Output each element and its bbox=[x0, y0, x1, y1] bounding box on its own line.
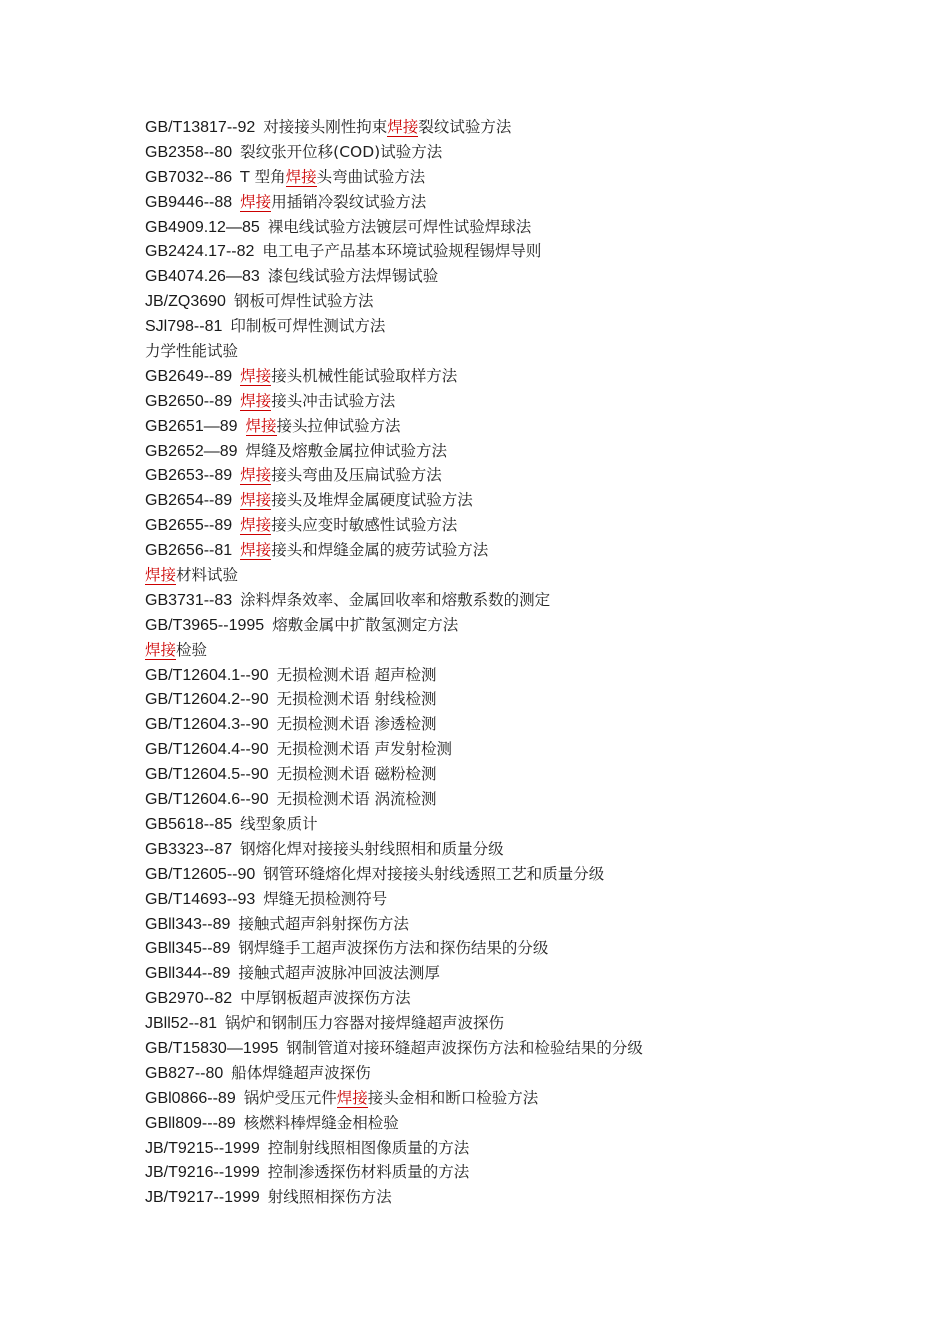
standard-entry bbox=[145, 414, 905, 439]
standard-entry bbox=[145, 1111, 905, 1136]
standard-title-text: 无损检测术语 磁粉检测 bbox=[276, 765, 437, 784]
standard-code: GB/T12604.3--90 bbox=[145, 716, 269, 734]
standard-title-text: 无损检测术语 超声检测 bbox=[276, 665, 437, 684]
standard-title-text: 涂料焊条效率、金属回收率和熔敷系数的测定 bbox=[240, 590, 551, 609]
standard-title-text: 对接接头刚性拘束 bbox=[263, 118, 388, 136]
standard-code: GBll344--89 bbox=[145, 965, 231, 983]
standard-code: GB/T12604.2--90 bbox=[145, 691, 269, 709]
highlighted-keyword: 焊接 bbox=[240, 541, 272, 560]
standard-code: GBll345--89 bbox=[145, 940, 231, 958]
standard-title-text: 裂纹试验方法 bbox=[418, 118, 512, 136]
standard-title-text: 头弯曲试验方法 bbox=[316, 167, 426, 186]
standard-code: GB2652—89 bbox=[145, 442, 238, 460]
standard-code: GB/T12604.1--90 bbox=[145, 666, 269, 684]
standard-entry bbox=[145, 1160, 905, 1185]
standard-title-text: 熔敷金属中扩散氢测定方法 bbox=[272, 615, 459, 634]
standard-entry bbox=[145, 663, 905, 688]
standards-list bbox=[145, 115, 905, 1210]
standard-entry bbox=[145, 961, 905, 986]
standard-code: GB/T13817--92 bbox=[145, 119, 256, 136]
standard-title-text: 焊缝及熔敷金属拉伸试验方法 bbox=[245, 441, 448, 460]
section-heading bbox=[145, 563, 905, 588]
standard-entry bbox=[145, 1086, 905, 1111]
standard-title-text: 接头弯曲及压扁试验方法 bbox=[271, 466, 442, 485]
standard-entry bbox=[145, 538, 905, 563]
standard-title-text: 材料试验 bbox=[176, 566, 239, 585]
standard-entry bbox=[145, 712, 905, 737]
standard-code: GB5618--85 bbox=[145, 815, 233, 833]
standard-title-text: 无损检测术语 涡流检测 bbox=[276, 790, 437, 809]
standard-entry bbox=[145, 115, 905, 140]
standard-title-text: 无损检测术语 射线检测 bbox=[276, 690, 437, 709]
standard-code: JB/T9216--1999 bbox=[145, 1164, 260, 1182]
standard-entry bbox=[145, 439, 905, 464]
standard-title-text: 漆包线试验方法焊锡试验 bbox=[267, 267, 439, 286]
standard-title-text: 接触式超声波脉冲回波法测厚 bbox=[238, 964, 440, 983]
standard-title-text: 裂纹张开位移(COD)试验方法 bbox=[240, 142, 443, 161]
standard-entry bbox=[145, 787, 905, 812]
standard-entry bbox=[145, 613, 905, 638]
standard-code: GBll343--89 bbox=[145, 915, 231, 933]
standard-entry bbox=[145, 588, 905, 613]
standard-entry bbox=[145, 264, 905, 289]
standard-code: GB2424.17--82 bbox=[145, 243, 255, 261]
standard-title-text: 裸电线试验方法镀层可焊性试验焊球法 bbox=[267, 217, 532, 236]
standard-entry bbox=[145, 190, 905, 215]
standard-title-text: 中厚钢板超声波探伤方法 bbox=[240, 989, 411, 1008]
highlighted-keyword: 焊接 bbox=[240, 366, 272, 385]
standard-code: JB/ZQ3690 bbox=[145, 293, 226, 311]
standard-title-text: 线型象质计 bbox=[240, 814, 318, 833]
standard-entry bbox=[145, 215, 905, 240]
standard-code: SJl798--81 bbox=[145, 318, 223, 336]
standard-code: GB3323--87 bbox=[145, 840, 233, 858]
standard-entry bbox=[145, 812, 905, 837]
standard-code: GB/T12604.6--90 bbox=[145, 791, 269, 809]
standard-title-text: 检验 bbox=[176, 640, 208, 659]
standard-title-text: 接头拉伸试验方法 bbox=[276, 416, 401, 435]
standard-code: GB2655--89 bbox=[145, 517, 233, 535]
standard-code: GB4909.12—85 bbox=[145, 218, 260, 236]
highlighted-keyword: 焊接 bbox=[240, 491, 272, 510]
standard-title-text: 钢熔化焊对接接头射线照相和质量分级 bbox=[240, 839, 504, 858]
standard-code: GB2653--89 bbox=[145, 467, 233, 485]
highlighted-keyword: 焊接 bbox=[145, 566, 177, 585]
standard-code: GB2970--82 bbox=[145, 990, 233, 1008]
highlighted-keyword: 焊接 bbox=[285, 167, 317, 186]
standard-title-text: 无损检测术语 渗透检测 bbox=[276, 715, 437, 734]
standard-entry bbox=[145, 488, 905, 513]
highlighted-keyword: 焊接 bbox=[145, 640, 177, 659]
section-heading bbox=[145, 339, 905, 364]
standard-title-text: 力学性能试验 bbox=[145, 342, 239, 361]
standard-title-text: 钢制管道对接环缝超声波探伤方法和检验结果的分级 bbox=[286, 1038, 643, 1057]
standard-entry bbox=[145, 140, 905, 165]
highlighted-keyword: 焊接 bbox=[245, 416, 277, 435]
standard-entry bbox=[145, 1136, 905, 1161]
standard-title-text: 接头金相和断口检验方法 bbox=[367, 1088, 539, 1107]
standard-title-text: T 型角 bbox=[240, 167, 286, 186]
standard-code: GB2656--81 bbox=[145, 542, 233, 560]
standard-title-text: 焊缝无损检测符号 bbox=[263, 889, 388, 908]
standard-code: GB2651—89 bbox=[145, 417, 238, 435]
standard-code: JB/T9215--1999 bbox=[145, 1139, 260, 1157]
standard-entry bbox=[145, 986, 905, 1011]
standard-entry bbox=[145, 1061, 905, 1086]
standard-code: GB2654--89 bbox=[145, 492, 233, 510]
highlighted-keyword: 焊接 bbox=[240, 466, 272, 485]
standard-code: GB4074.26—83 bbox=[145, 268, 260, 286]
standard-title-text: 电工电子产品基本环境试验规程锡焊导则 bbox=[262, 242, 542, 261]
standard-code: GB9446--88 bbox=[145, 193, 233, 211]
standard-code: GB/T15830—1995 bbox=[145, 1039, 279, 1057]
standard-title-text: 钢板可焊性试验方法 bbox=[233, 292, 374, 311]
standard-title-text: 射线照相探伤方法 bbox=[267, 1188, 392, 1207]
standard-entry bbox=[145, 513, 905, 538]
standard-code: GB/T12604.4--90 bbox=[145, 741, 269, 759]
standard-title-text: 接头及堆焊金属硬度试验方法 bbox=[271, 491, 473, 510]
standard-entry bbox=[145, 314, 905, 339]
standard-title-text: 接头和焊缝金属的疲劳试验方法 bbox=[271, 541, 489, 560]
standard-code: JB/T9217--1999 bbox=[145, 1189, 260, 1207]
standard-title-text: 接头冲击试验方法 bbox=[271, 391, 396, 410]
standard-title-text: 用插销冷裂纹试验方法 bbox=[271, 192, 427, 211]
standard-title-text: 锅炉受压元件 bbox=[243, 1088, 337, 1107]
highlighted-keyword: 焊接 bbox=[240, 391, 272, 410]
standard-title-text: 锅炉和钢制压力容器对接焊缝超声波探伤 bbox=[225, 1014, 505, 1033]
standard-entry bbox=[145, 1011, 905, 1036]
standard-title-text: 控制渗透探伤材料质量的方法 bbox=[267, 1163, 470, 1182]
highlighted-keyword: 焊接 bbox=[387, 118, 419, 136]
standard-code: GBl0866--89 bbox=[145, 1089, 236, 1107]
standard-code: GB7032--86 bbox=[145, 168, 233, 186]
standard-entry bbox=[145, 239, 905, 264]
standard-code: GB/T12604.5--90 bbox=[145, 766, 269, 784]
standard-title-text: 印制板可焊性测试方法 bbox=[230, 317, 386, 336]
standard-title-text: 控制射线照相图像质量的方法 bbox=[267, 1138, 470, 1157]
standard-entry bbox=[145, 837, 905, 862]
standard-code: GB3731--83 bbox=[145, 591, 233, 609]
highlighted-keyword: 焊接 bbox=[240, 516, 272, 535]
standard-title-text: 接头机械性能试验取样方法 bbox=[271, 366, 458, 385]
standard-entry bbox=[145, 1036, 905, 1061]
standard-entry bbox=[145, 1185, 905, 1210]
standard-entry bbox=[145, 289, 905, 314]
standard-entry bbox=[145, 912, 905, 937]
standard-entry bbox=[145, 463, 905, 488]
standard-entry bbox=[145, 364, 905, 389]
standard-title-text: 钢焊缝手工超声波探伤方法和探伤结果的分级 bbox=[238, 939, 549, 958]
section-heading bbox=[145, 638, 905, 663]
standard-entry bbox=[145, 389, 905, 414]
standard-entry bbox=[145, 165, 905, 190]
standard-code: GB/T14693--93 bbox=[145, 890, 256, 908]
standard-title-text: 核燃料棒焊缝金相检验 bbox=[243, 1113, 399, 1132]
standard-title-text: 船体焊缝超声波探伤 bbox=[231, 1063, 371, 1082]
highlighted-keyword: 焊接 bbox=[240, 192, 272, 211]
standard-entry bbox=[145, 687, 905, 712]
standard-entry bbox=[145, 887, 905, 912]
standard-code: GB2358--80 bbox=[145, 143, 233, 161]
standard-entry bbox=[145, 862, 905, 887]
standard-code: GB/T12605--90 bbox=[145, 865, 256, 883]
standard-code: GB2650--89 bbox=[145, 392, 233, 410]
standard-title-text: 无损检测术语 声发射检测 bbox=[276, 740, 453, 759]
standard-title-text: 接触式超声斜射探伤方法 bbox=[238, 914, 409, 933]
standard-title-text: 接头应变时敏感性试验方法 bbox=[271, 516, 458, 535]
standard-code: JBll52--81 bbox=[145, 1015, 218, 1033]
standard-code: GB/T3965--1995 bbox=[145, 616, 265, 634]
standard-code: GB2649--89 bbox=[145, 367, 233, 385]
standard-code: GB827--80 bbox=[145, 1064, 224, 1082]
standard-entry bbox=[145, 936, 905, 961]
standard-title-text: 钢管环缝熔化焊对接接头射线透照工艺和质量分级 bbox=[263, 864, 605, 883]
standard-entry bbox=[145, 762, 905, 787]
highlighted-keyword: 焊接 bbox=[336, 1088, 368, 1107]
standard-code: GBll809---89 bbox=[145, 1114, 236, 1132]
standard-entry bbox=[145, 737, 905, 762]
